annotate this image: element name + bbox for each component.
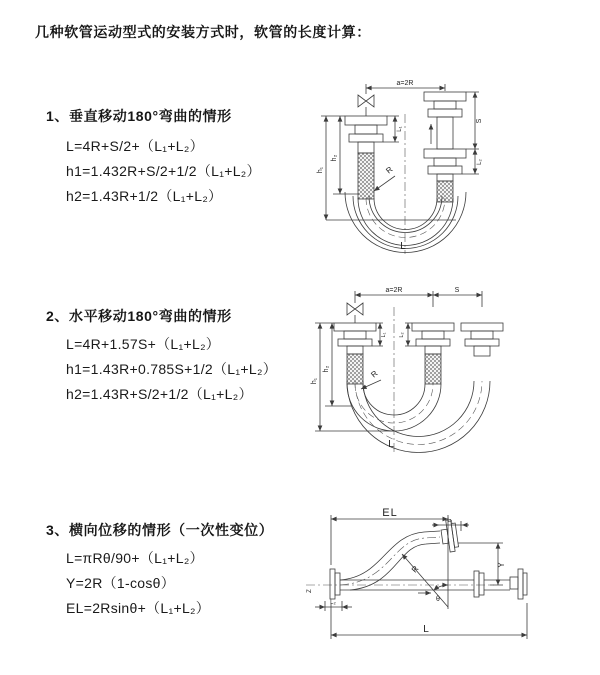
section-2-formula-h1: h1=1.43R+0.785S+1/2（L₁+L₂） (66, 361, 277, 377)
section-3-formula-L: L=πRθ/90+（L₁+L₂） (66, 550, 204, 566)
dim-label-l1: L₁ (447, 518, 453, 524)
dim-label-s: S (476, 118, 483, 124)
diagram-2-horizontal-180-bend (303, 281, 595, 461)
dim-label-el: EL (382, 507, 398, 519)
dim-label-l: L (423, 624, 429, 635)
dim-label-r: R (369, 368, 380, 380)
dim-label-h1: h₁ (311, 377, 318, 385)
section-3-heading: 3、横向位移的情形（一次性变位） (46, 522, 274, 538)
braid-section-left (347, 354, 363, 384)
axis-mark: Z (307, 589, 313, 593)
dim-label-h2: h₂ (323, 365, 330, 373)
dim-label-l1: L₁ (381, 332, 387, 338)
valve-icon (358, 95, 374, 107)
section-1-formula-h2: h2=1.43R+1/2（L₁+L₂） (66, 188, 223, 204)
section-1-heading: 1、垂直移动180°弯曲的情形 (46, 108, 232, 124)
dim-label-h1: h₁ (317, 166, 324, 174)
dim-label-r: R (384, 164, 395, 176)
dim-label-l2: L₂ (477, 159, 483, 165)
page-title: 几种软管运动型式的安装方式时，软管的长度计算： (35, 24, 371, 40)
braid-section-middle (425, 354, 441, 384)
dim-label-r: R (409, 564, 421, 575)
section-3-formula-EL: EL=2Rsinθ+（L₁+L₂） (66, 600, 211, 616)
valve-icon (347, 303, 363, 315)
dim-label-a2r: a=2R (396, 80, 414, 87)
diagram-3-lateral-displacement (298, 503, 600, 653)
section-2-heading: 2、水平移动180°弯曲的情形 (46, 308, 232, 324)
braid-section-left (358, 153, 374, 199)
section-1-formula-h1: h1=1.432R+S/2+1/2（L₁+L₂） (66, 163, 261, 179)
dim-label-l: L (400, 241, 406, 252)
dim-label-l2: L₂ (399, 332, 405, 338)
dim-label-l: L (388, 439, 394, 450)
dim-label-y: Y (497, 562, 506, 568)
dim-label-l1: L₁ (397, 126, 403, 132)
section-2-formula-h2: h2=1.43R+S/2+1/2（L₁+L₂） (66, 386, 253, 402)
dim-label-l2: L₂ (330, 600, 336, 606)
section-2-formula-L: L=4R+1.57S+（L₁+L₂） (66, 336, 221, 352)
dim-label-a2r: a=2R (385, 287, 403, 294)
section-1-formula-L: L=4R+S/2+（L₁+L₂） (66, 138, 204, 154)
diagram-1-vertical-180-bend (303, 66, 595, 260)
dim-label-s: S (454, 287, 460, 294)
dim-label-h2: h₂ (331, 154, 338, 162)
section-3-formula-Y: Y=2R（1-cosθ） (66, 575, 176, 591)
dim-label-theta: θ (436, 596, 440, 603)
